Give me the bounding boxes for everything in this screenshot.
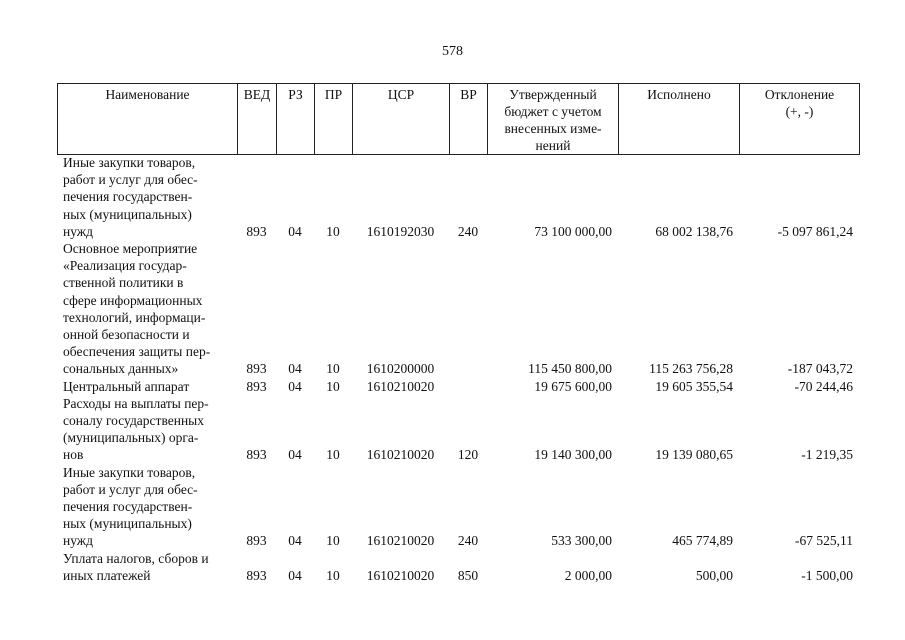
row-ved: 893 xyxy=(246,447,267,463)
column-header-ved: ВЕД xyxy=(238,84,277,155)
column-header-deviation xyxy=(740,84,860,155)
row-name-line: Уплата налогов, сборов и xyxy=(63,550,209,566)
row-deviation: -1 219,35 xyxy=(801,447,853,463)
row-vr: 240 xyxy=(457,223,479,239)
row-name xyxy=(57,550,237,584)
row-vr: 240 xyxy=(457,533,479,549)
row-name-line: нужд xyxy=(63,533,93,549)
row-name-line: обеспечения защиты пер- xyxy=(63,344,211,360)
row-ved: 893 xyxy=(246,567,267,583)
row-name-line: Иные закупки товаров, xyxy=(63,155,196,170)
row-csr: 1610210020 xyxy=(366,567,435,583)
column-header-vr: ВР xyxy=(450,84,488,155)
row-approved: 19 140 300,00 xyxy=(534,447,612,463)
row-vr: 120 xyxy=(457,447,479,463)
row-rz: 04 xyxy=(288,223,302,239)
row-name-line: (муниципальных) орга- xyxy=(63,430,199,446)
table-row xyxy=(57,464,859,550)
row-deviation: -1 500,00 xyxy=(801,567,853,583)
row-executed: 19 139 080,65 xyxy=(655,447,733,463)
row-name-line: сональных данных» xyxy=(63,361,179,377)
row-csr: 1610210020 xyxy=(366,533,435,549)
row-executed: 68 002 138,76 xyxy=(655,223,733,239)
row-name-line: сфере информационных xyxy=(63,292,203,308)
row-csr: 1610210020 xyxy=(366,447,435,463)
column-header-approved xyxy=(488,84,619,155)
row-name-line: технологий, информаци- xyxy=(63,309,206,325)
row-rz: 04 xyxy=(288,533,302,549)
row-name-line: нужд xyxy=(63,223,93,239)
row-approved: 533 300,00 xyxy=(551,533,612,549)
column-header-rz: РЗ xyxy=(277,84,315,155)
row-csr: 1610192030 xyxy=(366,223,435,239)
row-name xyxy=(57,378,237,395)
row-csr: 1610210020 xyxy=(366,378,435,394)
row-deviation: -67 525,11 xyxy=(795,533,853,549)
row-ved: 893 xyxy=(246,361,267,377)
row-name-line: печения государствен- xyxy=(63,499,193,515)
row-deviation: -70 244,46 xyxy=(794,378,853,394)
column-header-csr: ЦСР xyxy=(353,84,450,155)
budget-table xyxy=(57,154,859,584)
row-rz: 04 xyxy=(288,447,302,463)
row-name-line: Центральный аппарат xyxy=(63,378,190,394)
table-body xyxy=(57,154,859,584)
row-name-line: иных платежей xyxy=(63,567,151,583)
row-vr: 850 xyxy=(457,567,479,583)
row-vr xyxy=(449,240,487,378)
row-rz: 04 xyxy=(288,567,302,583)
table-row xyxy=(57,378,859,395)
table-header xyxy=(57,83,860,155)
row-executed: 19 605 355,54 xyxy=(655,378,733,394)
row-approved: 73 100 000,00 xyxy=(534,223,612,239)
row-name-line: печения государствен- xyxy=(63,189,193,205)
row-name-line: нов xyxy=(63,447,84,463)
row-name-line: Основное мероприятие xyxy=(63,241,198,257)
row-name xyxy=(57,240,237,378)
row-name-line: ственной политики в xyxy=(63,275,184,291)
row-name-line: «Реализация государ- xyxy=(63,258,187,274)
column-header-approved-line: внесенных изме- xyxy=(504,121,602,136)
row-ved: 893 xyxy=(246,223,267,239)
row-executed: 115 263 756,28 xyxy=(649,361,733,377)
row-pr: 10 xyxy=(326,378,340,394)
row-name xyxy=(57,395,237,464)
row-pr: 10 xyxy=(326,223,340,239)
row-deviation: -5 097 861,24 xyxy=(777,223,853,239)
table-row xyxy=(57,240,859,378)
row-name-line: работ и услуг для обес- xyxy=(63,481,198,497)
table-row xyxy=(57,154,859,240)
row-deviation: -187 043,72 xyxy=(787,361,853,377)
row-name-line: работ и услуг для обес- xyxy=(63,172,198,188)
row-executed: 465 774,89 xyxy=(672,533,733,549)
row-name-line: соналу государственных xyxy=(63,413,204,429)
column-header-approved-line: нений xyxy=(535,138,571,153)
row-pr: 10 xyxy=(326,447,340,463)
row-name-line: Иные закупки товаров, xyxy=(63,464,196,480)
row-ved: 893 xyxy=(246,533,267,549)
row-name-line: ных (муниципальных) xyxy=(63,206,192,222)
row-name-line: онной безопасности и xyxy=(63,327,190,343)
column-header-executed: Исполнено xyxy=(619,84,740,155)
column-header-pr: ПР xyxy=(315,84,353,155)
row-executed: 500,00 xyxy=(695,567,733,583)
table-row xyxy=(57,550,859,584)
row-name-line: Расходы на выплаты пер- xyxy=(63,395,209,411)
row-approved: 19 675 600,00 xyxy=(534,378,612,394)
column-header-name: Наименование xyxy=(58,84,238,155)
row-rz: 04 xyxy=(288,361,302,377)
column-header-deviation-line: Отклонение xyxy=(764,87,835,102)
row-pr: 10 xyxy=(326,533,340,549)
row-csr: 1610200000 xyxy=(366,361,435,377)
row-name xyxy=(57,154,237,240)
column-header-approved-line: бюджет с учетом xyxy=(504,104,602,119)
row-approved: 2 000,00 xyxy=(564,567,612,583)
row-rz: 04 xyxy=(288,378,302,394)
page-number: 578 xyxy=(442,44,463,59)
row-name-line: ных (муниципальных) xyxy=(63,516,192,532)
row-name xyxy=(57,464,237,550)
row-approved: 115 450 800,00 xyxy=(528,361,612,377)
row-pr: 10 xyxy=(326,361,340,377)
column-header-approved-line: Утвержденный xyxy=(509,87,597,102)
table-row xyxy=(57,395,859,464)
column-header-deviation-line: (+, -) xyxy=(785,104,814,119)
row-pr: 10 xyxy=(326,567,340,583)
row-vr xyxy=(449,378,487,395)
row-ved: 893 xyxy=(246,378,267,394)
